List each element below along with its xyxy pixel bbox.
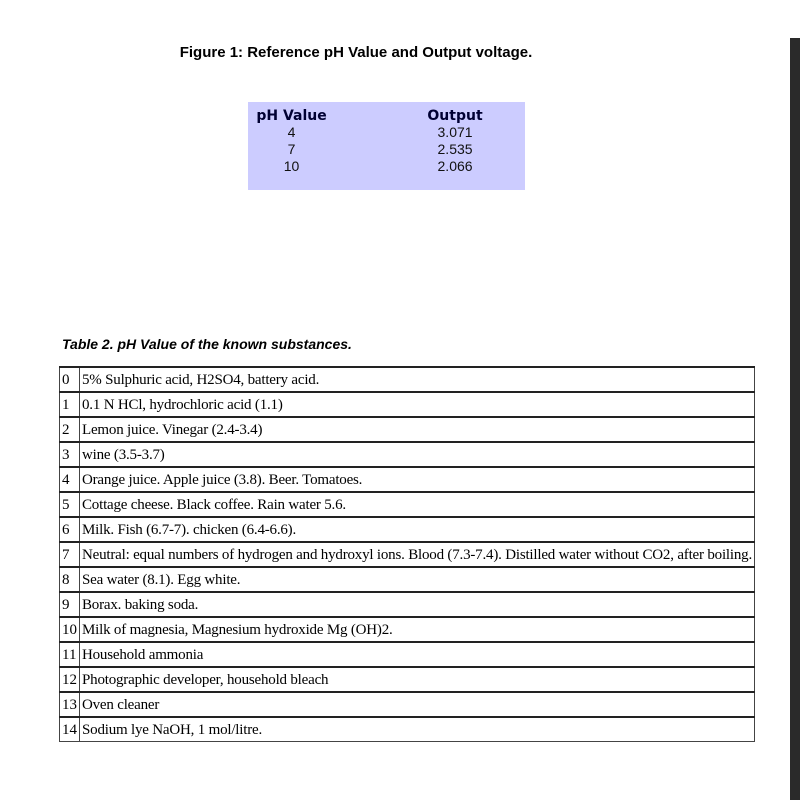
substance-cell: Orange juice. Apple juice (3.8). Beer. Tomatoes. bbox=[80, 467, 755, 492]
ph-number-cell: 6 bbox=[60, 517, 80, 542]
table-row bbox=[60, 567, 755, 592]
ph-number-cell: 1 bbox=[60, 392, 80, 417]
ph-number-cell: 8 bbox=[60, 567, 80, 592]
ph-number-cell: 2 bbox=[60, 417, 80, 442]
table-row bbox=[60, 492, 755, 517]
output-cell: 3.071 bbox=[437, 124, 473, 140]
ph-value-header: pH Value bbox=[256, 108, 327, 124]
ph-value-cell: 4 bbox=[287, 124, 296, 140]
substances-table bbox=[59, 366, 755, 742]
substance-cell: Milk of magnesia, Magnesium hydroxide Mg (OH)2. bbox=[80, 617, 755, 642]
table-row bbox=[60, 467, 755, 492]
output-cell: 2.535 bbox=[437, 141, 473, 157]
ph-number-cell: 9 bbox=[60, 592, 80, 617]
ph-number-cell: 7 bbox=[60, 542, 80, 567]
table-row bbox=[60, 692, 755, 717]
substance-cell: Milk. Fish (6.7-7). chicken (6.4-6.6). bbox=[80, 517, 755, 542]
substance-cell: Photographic developer, household bleach bbox=[80, 667, 755, 692]
table-row bbox=[60, 542, 755, 567]
ph-number-cell: 12 bbox=[60, 667, 80, 692]
ph-value-cell: 10 bbox=[283, 158, 300, 174]
ph-number-cell: 3 bbox=[60, 442, 80, 467]
substance-cell: Household ammonia bbox=[80, 642, 755, 667]
table-row bbox=[60, 367, 755, 392]
figure-title: Figure 1: Reference pH Value and Output voltage. bbox=[179, 44, 533, 61]
substance-cell: Borax. baking soda. bbox=[80, 592, 755, 617]
ph-number-cell: 11 bbox=[60, 642, 80, 667]
table-row bbox=[60, 717, 755, 742]
reference-table-row bbox=[248, 141, 525, 158]
window-edge bbox=[790, 38, 800, 800]
table2-title: Table 2. pH Value of the known substances. bbox=[62, 336, 352, 352]
reference-table-row bbox=[248, 124, 525, 141]
ph-number-cell: 10 bbox=[60, 617, 80, 642]
output-cell: 2.066 bbox=[437, 158, 473, 174]
substance-cell: Oven cleaner bbox=[80, 692, 755, 717]
reference-table-header bbox=[248, 108, 525, 124]
reference-ph-table bbox=[248, 102, 525, 190]
substance-cell: Sodium lye NaOH, 1 mol/litre. bbox=[80, 717, 755, 742]
substance-cell: Cottage cheese. Black coffee. Rain water 5.6. bbox=[80, 492, 755, 517]
table-row bbox=[60, 392, 755, 417]
ph-number-cell: 4 bbox=[60, 467, 80, 492]
table-row bbox=[60, 417, 755, 442]
ph-number-cell: 13 bbox=[60, 692, 80, 717]
ph-number-cell: 0 bbox=[60, 367, 80, 392]
substance-cell: Lemon juice. Vinegar (2.4-3.4) bbox=[80, 417, 755, 442]
table-row bbox=[60, 592, 755, 617]
table-row bbox=[60, 442, 755, 467]
table-row bbox=[60, 617, 755, 642]
ph-number-cell: 5 bbox=[60, 492, 80, 517]
ph-value-cell: 7 bbox=[287, 141, 296, 157]
substance-cell: 0.1 N HCl, hydrochloric acid (1.1) bbox=[80, 392, 755, 417]
table-row bbox=[60, 517, 755, 542]
substance-cell: 5% Sulphuric acid, H2SO4, battery acid. bbox=[80, 367, 755, 392]
table-row bbox=[60, 642, 755, 667]
substance-cell: Sea water (8.1). Egg white. bbox=[80, 567, 755, 592]
substance-cell: Neutral: equal numbers of hydrogen and hydroxyl ions. Blood (7.3-7.4). Distilled water without CO2, after boiling. bbox=[80, 542, 755, 567]
substance-cell: wine (3.5-3.7) bbox=[80, 442, 755, 467]
output-header: Output bbox=[427, 108, 483, 124]
table-row bbox=[60, 667, 755, 692]
ph-number-cell: 14 bbox=[60, 717, 80, 742]
reference-table-row bbox=[248, 158, 525, 175]
